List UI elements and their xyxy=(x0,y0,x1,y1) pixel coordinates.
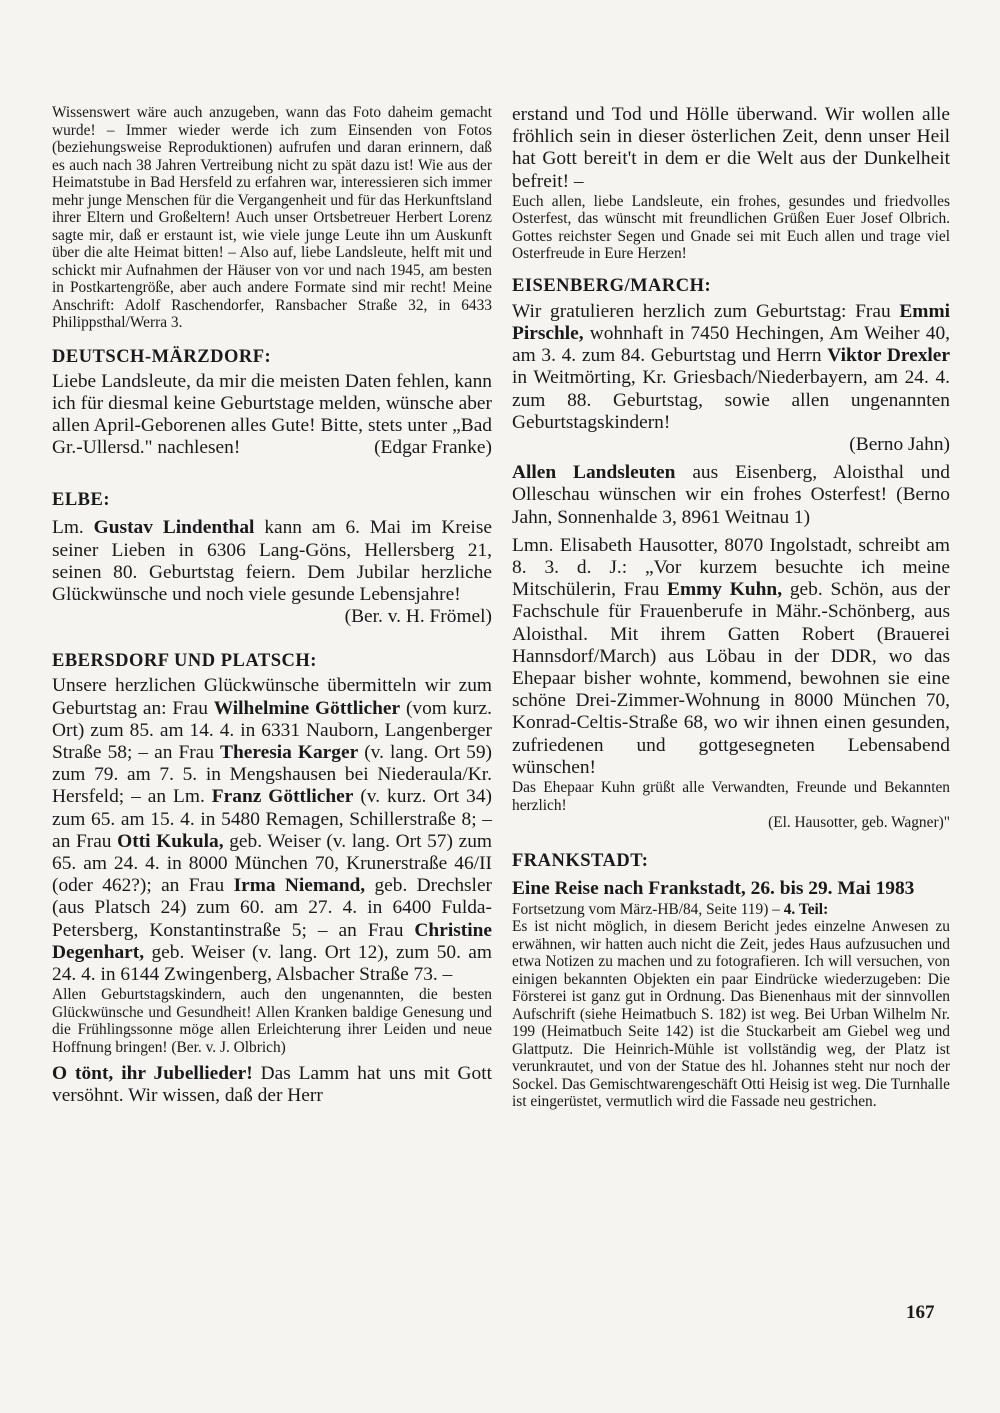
ebersdorf-name-4: Otti Kukula, xyxy=(117,830,224,852)
intro-paragraph: Wissenswert wäre auch anzugeben, wann das Foto daheim gemacht wurde! – Immer wieder werde ich zum Einsenden von Fotos (beziehungsweise Reproduktionen) aufrufen und daran erinnern, daß es auch nach 38 Jahren Vertreibung nicht zu spät dazu ist! Wie aus der Heimatstube in Bad Hersfeld zu erfahren war, interessieren sich immer mehr junge Menschen für die Vergangenheit und für das Herkunftsland ihrer Eltern und Großeltern! Auch unser Ortsbetreuer Herbert Lorenz sagte mir, daß er erstaunt ist, wie viele junge Leute ihn um Auskunft über die alte Heimat bitten! – Also auf, liebe Landsleute, helft mit und schickt mir Aufnahmen der Häuser von vor und nach 1945, am besten in Postkartengröße, aber auch andere Formate sind mir recht! Meine Anschrift: Adolf Raschendorfer, Ransbacher Straße 32, in 6433 Philippsthal/Werra 3. xyxy=(52,104,492,331)
frankstadt-title: Eine Reise nach Frankstadt, 26. bis 29. Mai 1983 xyxy=(512,877,915,899)
ebersdorf-name-2: Theresia Karger xyxy=(220,741,359,763)
ebersdorf-paragraph xyxy=(52,675,492,986)
easter-continuation: erstand und Tod und Hölle überwand. Wir wollen alle fröhlich sein in dieser österlichen Zeit, denn unser Heil hat Gott bereit't in dem er die Welt aus der Dunkelheit befreit! – xyxy=(512,104,950,192)
heading-ebersdorf: EBERSDORF UND PLATSCH: xyxy=(52,651,317,672)
ebersdorf-t4: (v. kurz. Ort 34) zum 65. am 15. 4. in 5480 Remagen, Schillerstraße 8; – an Frau xyxy=(52,786,492,852)
eisenberg-t1: Wir gratulieren herzlich zum Geburtstag: Frau xyxy=(512,300,891,322)
elbe-t2: kann am 6. Mai im Kreise seiner Lieben in 6306 Lang-Göns, Hellersberg 21, seinen 80. Geburtstag feiern. Dem Jubilar herzliche Glückwünsche und noch viele gesunde Lebensjahre! xyxy=(52,517,492,605)
easter-paragraph xyxy=(52,1063,492,1107)
ebersdorf-name-5: Irma Niemand, xyxy=(233,875,366,897)
ebersdorf-t2: (vom kurz. Ort) zum 85. am 14. 4. in 6331 Nauborn, Langenberger Straße 58; – an Frau xyxy=(52,697,492,763)
ebersdorf-name-3: Franz Göttlicher xyxy=(211,786,354,808)
eisenberg-name-2: Viktor Drexler xyxy=(827,345,950,367)
frankstadt-cont-bold: 4. Teil: xyxy=(783,900,829,918)
all-landsleute-paragraph xyxy=(512,462,950,529)
eisenberg-signature: (Berno Jahn) xyxy=(849,434,950,456)
page-number: 167 xyxy=(906,1302,935,1323)
heading-eisenberg: EISENBERG/MARCH: xyxy=(512,275,712,296)
hausotter-t1: Lmn. Elisabeth Hausotter, 8070 Ingolstadt, schreibt am 8. 3. d. J.: „Vor kurzem besuchte ich meine Mitschülerin, Frau xyxy=(512,534,950,601)
all-landsleute-text: aus Eisenberg, Aloisthal und Olleschau wünschen wir ein frohes Osterfest! (Berno Jahn, Sonnenhalde 3, 8961 Weitnau 1) xyxy=(512,462,950,528)
easter-greeting: Euch allen, liebe Landsleute, ein frohes, gesundes und friedvolles Osterfest, das wünscht mit freundlichen Grüßen Euer Josef Olbrich. Gottes reichster Segen und Gnade sei mit Euch allen und trage viel Osterfreude in Eure Herzen! xyxy=(512,192,950,263)
heading-deutsch-marzdorf: DEUTSCH-MÄRZDORF: xyxy=(52,346,272,367)
elbe-paragraph xyxy=(52,517,492,606)
hausotter-name: Emmy Kuhn, xyxy=(667,579,783,601)
frankstadt-body: Es ist nicht möglich, in diesem Bericht jedes einzelne Anwesen zu erwähnen, wir hatten auch nicht die Zeit, jedes Haus aufzusuchen und etwa Notizen zu machen und zu fotografieren. Ich will versuchen, von einigen bekannten Objekten ein paar Eindrücke wiederzugeben: Die Försterei ist ganz gut in Ordnung. Das Bienenhaus mit der sinnvollen Aufschrift (siehe Heimatbuch S. 182) ist weg. Bei Urban Wilhelm Nr. 199 (Heimatbuch Seite 142) ist die Stuckarbeit am Giebel weg und Glattputz. Die Heinrich-Mühle ist vollständig weg, der Platz ist verunkrautet, und von der Statue des hl. Johannes steht nur noch der Sockel. Das Gemischtwarengeschäft Otti Heisig ist weg. Die Turnhalle ist eingerüstet, vermutlich wird die Fassade neu gestrichen. xyxy=(512,918,950,1111)
ebersdorf-name-1: Wilhelmine Göttlicher xyxy=(213,697,401,719)
frankstadt-continuation xyxy=(512,901,950,919)
elbe-signature: (Ber. v. H. Frömel) xyxy=(344,606,492,628)
eisenberg-paragraph xyxy=(512,301,950,434)
easter-bold: O tönt, ihr Jubellieder! xyxy=(52,1063,253,1085)
right-column xyxy=(512,104,950,1111)
eisenberg-name-1: Emmi Pirschle, xyxy=(512,300,950,345)
frankstadt-cont-text: Fortsetzung vom März-HB/84, Seite 119) – xyxy=(512,900,780,918)
hausotter-signature: (El. Hausotter, geb. Wagner)" xyxy=(768,814,950,832)
ebersdorf-t1: Unsere herzlichen Glückwünsche übermitteln wir zum Geburtstag an: Frau xyxy=(52,675,492,719)
elbe-t1: Lm. xyxy=(52,517,84,539)
ebersdorf-t7: geb. Weiser (v. lang. Ort 12), zum 50. am 24. 4. in 6144 Zwingenberg, Alsbacher Straße 73. – xyxy=(52,941,492,985)
elbe-name: Gustav Lindenthal xyxy=(93,517,255,539)
heading-frankstadt: FRANKSTADT: xyxy=(512,850,649,871)
eisenberg-t2: wohnhaft in 7450 Hechingen, Am Weiher 40, am 3. 4. zum 84. Geburtstag und Herrn xyxy=(512,323,950,367)
heading-elbe: ELBE: xyxy=(52,490,111,511)
ebersdorf-t3: (v. lang. Ort 59) zum 79. am 7. 5. in Mengshausen bei Niederaula/Kr. Hersfeld; – an Lm. xyxy=(52,741,492,808)
left-column xyxy=(52,104,492,1108)
all-landsleute-bold: Allen Landsleuten xyxy=(512,462,676,484)
deutsch-text: Liebe Landsleute, da mir die meisten Daten fehlen, kann ich für diesmal keine Geburtstage melden, wünsche aber allen April-Geborenen alles Gute! Bitte, stets unter „Bad Gr.-Ullersd." nachlesen! xyxy=(52,370,492,459)
ebersdorf-small: Allen Geburtstagskindern, auch den ungenannten, die besten Glückwünsche und Gesundheit! Allen Kranken baldige Genesung und die Frühlingssonne möge allen Erleichterung ihrer Leiden und neue Hoffnung bringen! (Ber. v. J. Olbrich) xyxy=(52,986,492,1056)
ebersdorf-t5: geb. Weiser (v. lang. Ort 57) zum 65. am 24. 4. in 8000 München 70, Krunerstraße 46/II (oder 462?); an Frau xyxy=(52,830,492,897)
deutsch-paragraph xyxy=(52,371,492,460)
kuhn-greeting: Das Ehepaar Kuhn grüßt alle Verwandten, Freunde und Bekannten herzlich! xyxy=(512,779,950,814)
hausotter-paragraph xyxy=(512,535,950,779)
eisenberg-t3: in Weitmörting, Kr. Griesbach/Niederbayern, am 24. 4. zum 88. Geburtstag, sowie allen ungenannten Geburtstagskindern! xyxy=(512,367,950,433)
ebersdorf-t6: geb. Drechsler (aus Platsch 24) zum 60. am 27. 4. in 6400 Fulda-Petersberg, Konstantinstraße 5; – an Frau xyxy=(52,875,493,941)
hausotter-t2: geb. Schön, aus der Fachschule für Frauenberufe in Mähr.-Schönberg, aus Aloisthal. Mit ihrem Gatten Robert (Brauerei Hannsdorf/March) aus Löbau in der DDR, wo das Ehepaar bisher wohnte, kommend, bewohnen sie eine schöne Drei-Zimmer-Wohnung in 8000 München 70, Konrad-Celtis-Straße 68, wo wir ihnen einen gesunden, zufriedenen und gottgesegneten Lebensabend wünschen! xyxy=(512,579,950,778)
ebersdorf-name-6: Christine Degenhart, xyxy=(52,919,492,963)
deutsch-signature: (Edgar Franke) xyxy=(374,437,492,459)
easter-text: Das Lamm hat uns mit Gott versöhnt. Wir wissen, daß der Herr xyxy=(52,1063,492,1107)
